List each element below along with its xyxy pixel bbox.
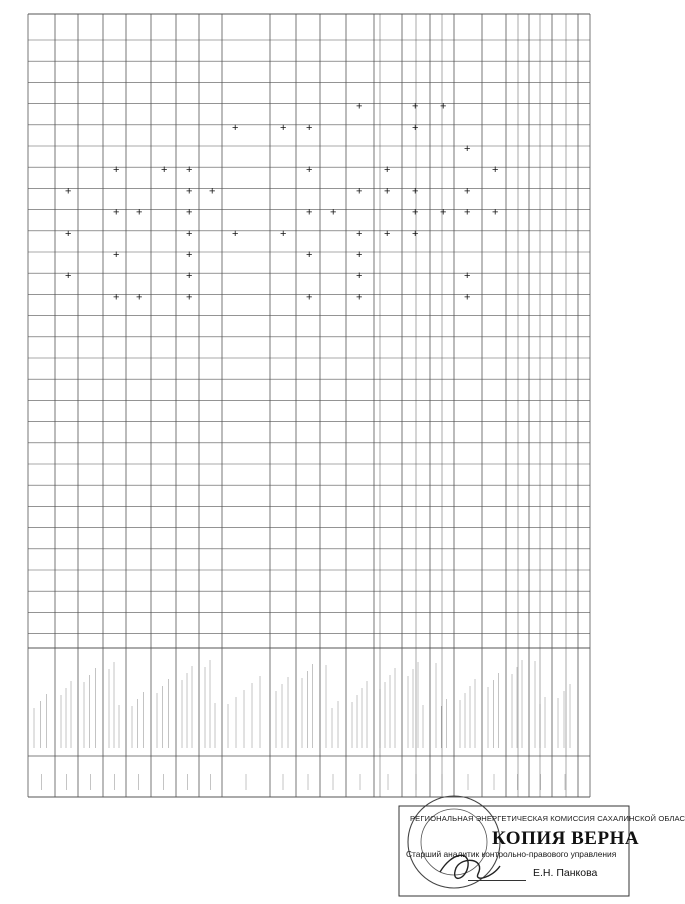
plus-mark: + — [186, 164, 193, 177]
plus-mark: + — [356, 185, 363, 198]
plus-mark: + — [384, 227, 391, 240]
plus-mark: + — [412, 100, 419, 113]
plus-mark: + — [356, 227, 363, 240]
plus-mark: + — [186, 249, 193, 261]
plus-mark: + — [464, 291, 471, 304]
certified-copy-stamp — [400, 806, 685, 896]
plus-mark: + — [412, 185, 419, 198]
plus-mark: + — [113, 249, 120, 261]
stamp-title: КОПИЯ ВЕРНА — [492, 828, 640, 849]
plus-mark: + — [412, 227, 419, 240]
stamp-position: Старший аналитик контрольно-правового управления — [406, 849, 617, 859]
plus-mark: + — [440, 100, 447, 113]
plus-mark: + — [464, 143, 471, 155]
plus-mark: + — [356, 249, 363, 261]
plus-mark: + — [65, 227, 72, 240]
plus-mark: + — [356, 291, 363, 304]
stamp-name: Е.Н. Панкова — [533, 867, 598, 879]
stamp-header: РЕГИОНАЛЬНАЯ ЭНЕРГЕТИЧЕСКАЯ КОМИССИЯ САХАЛИНСКОЙ ОБЛАС — [410, 814, 685, 823]
plus-mark: + — [186, 206, 193, 219]
plus-mark: + — [492, 206, 499, 219]
plus-mark: + — [186, 185, 193, 198]
plus-mark: + — [492, 164, 499, 177]
plus-mark: + — [136, 291, 143, 304]
plus-mark: + — [306, 121, 313, 134]
plus-mark: + — [65, 185, 72, 198]
plus-mark: + — [113, 206, 120, 219]
plus-mark: + — [113, 291, 120, 304]
plus-mark: + — [306, 206, 313, 219]
plus-mark: + — [384, 164, 391, 177]
plus-mark: + — [186, 227, 193, 240]
plus-mark: + — [232, 227, 239, 240]
plus-mark: + — [65, 270, 72, 283]
plus-mark: + — [440, 206, 447, 219]
plus-mark: + — [232, 121, 239, 134]
row-label-texts — [34, 660, 570, 790]
plus-mark: + — [464, 185, 471, 198]
plus-mark: + — [306, 291, 313, 304]
plus-mark: + — [464, 206, 471, 219]
plus-mark: + — [412, 121, 419, 134]
plus-mark: + — [464, 270, 471, 283]
plus-mark: + — [306, 249, 313, 261]
plus-mark: + — [113, 164, 120, 177]
plus-mark: + — [356, 100, 363, 113]
plus-mark: + — [161, 164, 168, 177]
plus-mark: + — [186, 270, 193, 283]
plus-mark: + — [280, 121, 287, 134]
plus-mark: + — [412, 206, 419, 219]
plus-mark: + — [306, 164, 313, 177]
plus-mark: + — [356, 270, 363, 283]
plus-mark: + — [280, 227, 287, 240]
plus-mark: + — [136, 206, 143, 219]
signature-line — [468, 880, 526, 881]
plus-mark: + — [384, 185, 391, 198]
plus-mark: + — [186, 291, 193, 304]
plus-mark: + — [209, 185, 216, 198]
plus-mark: + — [330, 206, 337, 219]
